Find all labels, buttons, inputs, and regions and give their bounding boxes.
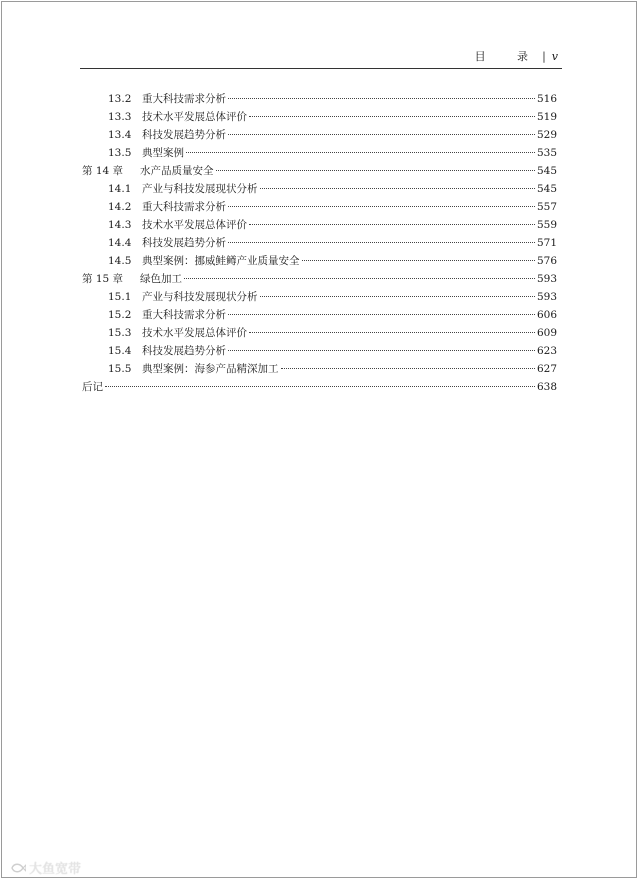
toc-entry-page: 545 bbox=[536, 165, 557, 177]
toc-entry-title: 重大科技需求分析 bbox=[142, 309, 226, 321]
toc-row bbox=[82, 378, 557, 396]
toc-section-row bbox=[82, 342, 557, 360]
toc-section-row bbox=[82, 306, 557, 324]
toc-entry-number: 第 14 章 bbox=[82, 165, 124, 177]
table-of-contents bbox=[82, 90, 557, 396]
toc-entry-number: 第 15 章 bbox=[82, 273, 124, 285]
toc-entry-title: 科技发展趋势分析 bbox=[142, 129, 226, 141]
toc-leader-dots bbox=[249, 224, 535, 225]
toc-section-row bbox=[82, 324, 557, 342]
toc-entry-number: 14.2 bbox=[108, 201, 132, 213]
header-title: 目 录 bbox=[474, 50, 543, 63]
toc-entry-number: 13.5 bbox=[108, 147, 132, 159]
toc-entry-number: 14.5 bbox=[108, 255, 132, 267]
toc-entry-page: 557 bbox=[536, 201, 557, 213]
toc-entry-number: 13.3 bbox=[108, 111, 132, 123]
toc-leader-dots bbox=[260, 188, 535, 189]
toc-entry-title: 科技发展趋势分析 bbox=[142, 345, 226, 357]
toc-entry-title: 科技发展趋势分析 bbox=[142, 237, 226, 249]
toc-section-row bbox=[82, 252, 557, 270]
toc-leader-dots bbox=[302, 260, 535, 261]
toc-entry-title: 典型案例：海参产品精深加工 bbox=[142, 363, 279, 375]
toc-section-row bbox=[82, 198, 557, 216]
toc-entry-number: 15.1 bbox=[108, 291, 132, 303]
toc-leader-dots bbox=[228, 350, 535, 351]
running-header bbox=[80, 48, 562, 69]
toc-entry-title: 技术水平发展总体评价 bbox=[142, 327, 247, 339]
toc-leader-dots bbox=[216, 170, 535, 171]
toc-entry-number: 15.4 bbox=[108, 345, 132, 357]
toc-entry-title: 技术水平发展总体评价 bbox=[142, 219, 247, 231]
toc-section-row bbox=[82, 216, 557, 234]
toc-section-row bbox=[82, 180, 557, 198]
toc-entry-page: 535 bbox=[536, 147, 557, 159]
toc-leader-dots bbox=[281, 368, 535, 369]
toc-entry-page: 593 bbox=[536, 291, 557, 303]
toc-chapter-row bbox=[82, 162, 557, 180]
toc-entry-title: 重大科技需求分析 bbox=[142, 93, 226, 105]
toc-entry-title: 技术水平发展总体评价 bbox=[142, 111, 247, 123]
toc-section-row bbox=[82, 234, 557, 252]
toc-entry-page: 516 bbox=[536, 93, 557, 105]
toc-chapter-row bbox=[82, 270, 557, 288]
toc-entry-title: 产业与科技发展现状分析 bbox=[142, 291, 258, 303]
toc-entry-title: 后记 bbox=[82, 381, 103, 393]
toc-leader-dots bbox=[249, 116, 535, 117]
toc-entry-page: 606 bbox=[536, 309, 557, 321]
header-page-number: v bbox=[551, 50, 558, 63]
toc-entry-title: 绿色加工 bbox=[140, 273, 182, 285]
watermark-text: 大鱼宽带 bbox=[29, 862, 82, 877]
toc-entry-page: 576 bbox=[536, 255, 557, 267]
toc-entry-page: 627 bbox=[536, 363, 557, 375]
toc-entry-page: 593 bbox=[536, 273, 557, 285]
toc-entry-title: 典型案例：挪威鲑鳟产业质量安全 bbox=[142, 255, 300, 267]
toc-entry-number: 15.2 bbox=[108, 309, 132, 321]
toc-leader-dots bbox=[186, 152, 535, 153]
toc-entry-page: 559 bbox=[536, 219, 557, 231]
header-group bbox=[475, 50, 558, 64]
toc-leader-dots bbox=[228, 98, 535, 99]
toc-section-row bbox=[82, 126, 557, 144]
toc-entry-page: 529 bbox=[536, 129, 557, 141]
toc-entry-title: 水产品质量安全 bbox=[140, 165, 214, 177]
toc-entry-number: 15.3 bbox=[108, 327, 132, 339]
toc-entry-number: 14.3 bbox=[108, 219, 132, 231]
toc-entry-page: 571 bbox=[536, 237, 557, 249]
toc-entry-title: 产业与科技发展现状分析 bbox=[142, 183, 258, 195]
toc-leader-dots bbox=[228, 314, 535, 315]
toc-entry-page: 609 bbox=[536, 327, 557, 339]
fish-logo-icon bbox=[10, 861, 26, 875]
toc-leader-dots bbox=[184, 278, 535, 279]
toc-entry-title: 重大科技需求分析 bbox=[142, 201, 226, 213]
toc-entry-page: 638 bbox=[536, 381, 557, 393]
toc-entry-number: 13.4 bbox=[108, 129, 132, 141]
toc-section-row bbox=[82, 360, 557, 378]
header-separator: | bbox=[542, 50, 546, 63]
toc-entry-number: 13.2 bbox=[108, 93, 132, 105]
toc-leader-dots bbox=[105, 386, 535, 387]
toc-entry-number: 14.1 bbox=[108, 183, 132, 195]
toc-leader-dots bbox=[228, 206, 535, 207]
watermark bbox=[10, 858, 81, 877]
toc-entry-title: 典型案例 bbox=[142, 147, 184, 159]
toc-leader-dots bbox=[260, 296, 535, 297]
toc-section-row bbox=[82, 90, 557, 108]
toc-section-row bbox=[82, 288, 557, 306]
toc-leader-dots bbox=[249, 332, 535, 333]
toc-leader-dots bbox=[228, 134, 535, 135]
toc-entry-number: 15.5 bbox=[108, 363, 132, 375]
toc-section-row bbox=[82, 144, 557, 162]
toc-leader-dots bbox=[228, 242, 535, 243]
toc-entry-number: 14.4 bbox=[108, 237, 132, 249]
toc-entry-page: 545 bbox=[536, 183, 557, 195]
toc-entry-page: 519 bbox=[536, 111, 557, 123]
toc-entry-page: 623 bbox=[536, 345, 557, 357]
toc-section-row bbox=[82, 108, 557, 126]
